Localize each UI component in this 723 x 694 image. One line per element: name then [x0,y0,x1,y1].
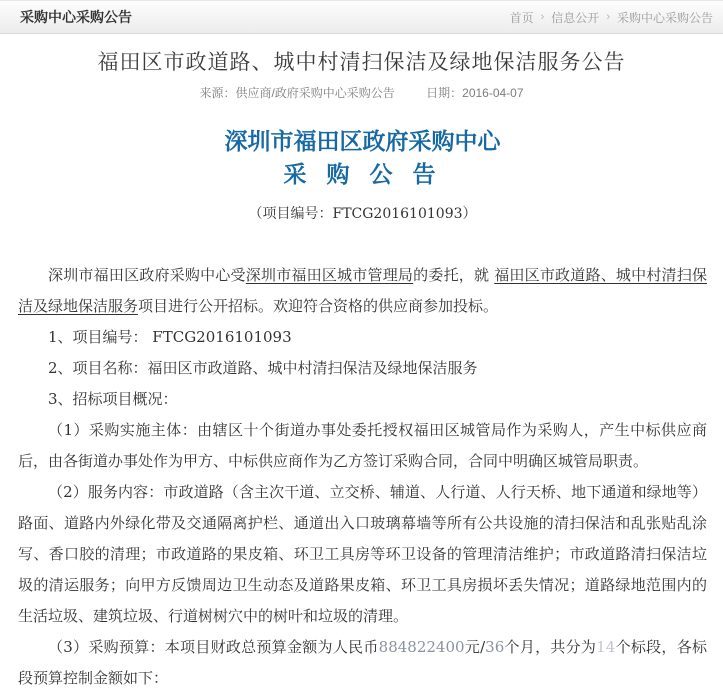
article-title: 福田区市政道路、城中村清扫保洁及绿地保洁服务公告 [97,50,626,74]
intro-mid: 的委托，就 [413,266,495,284]
page-header-bar [0,0,723,34]
article-meta [0,84,723,101]
intro-project-underlined: 福田区市政道路、城中村清扫保洁及绿地保洁服务 [18,266,707,315]
date-label: 日期：2016-04-07 [426,86,524,100]
intro-post: 项目进行公开招标。欢迎符合资格的供应商参加投标。 [138,297,499,315]
paragraph-budget [18,632,707,694]
item-project-name: 2、项目名称：福田区市政道路、城中村清扫保洁及绿地保洁服务 [48,359,478,377]
chevron-right-icon: › [540,11,545,23]
paragraph-service-content: （2）服务内容：市政道路（含主次干道、立交桥、辅道、人行道、人行天桥、地下通道和绿地等）路面、道路内外绿化带及交通隔离护栏、通道出入口玻璃幕墙等所有公共设施的清扫保洁和乱张贴乱涂写、香口胶的清理；市政道路的果皮箱、环卫工具房等环卫设备的管理清洁维护；市政道路清扫保洁垃圾的清运服务；向甲方反馈周边卫生动态及道路果皮箱、环卫工具房损坏丢失情况；道路绿地范围内的生活垃圾、建筑垃圾、行道树树穴中的树叶和垃圾的清理。 [18,483,707,625]
paragraph-intro [18,260,707,322]
project-number-line: （项目编号：FTCG2016101093） [248,206,477,222]
source-label: 来源：供应商/政府采购中心采购公告 [199,86,395,100]
breadcrumb-info-disclosure-link[interactable]: 信息公开 [551,10,600,25]
item-project-overview: 3、招标项目概况： [48,390,178,408]
budget-amount: 884822400 [378,638,465,656]
document-body [0,125,723,694]
intro-pre: 深圳市福田区政府采购中心受 [48,266,246,284]
intro-client-underlined: 深圳市福田区城市管理局 [245,266,414,284]
breadcrumb [510,9,713,26]
item-project-number: 1、项目编号： FTCG2016101093 [48,328,292,346]
budget-section-count: 14 [596,638,616,656]
budget-months: 36 [485,638,505,656]
breadcrumb-current: 采购中心采购公告 [616,10,713,25]
budget-seg3: 个标段，各标段预算控制金额如下： [18,638,707,687]
org-heading: 深圳市福田区政府采购中心 [224,128,501,155]
budget-seg1: 元/ [464,638,486,656]
budget-seg2: 个月，共分为 [504,638,597,656]
section-title: 采购中心采购公告 [20,9,132,25]
budget-pre: （3）采购预算：本项目财政总预算金额为人民币 [48,638,379,656]
paragraph-purchaser: （1）采购实施主体：由辖区十个街道办事处委托授权福田区城管局作为采购人，产生中标供应商后，由各街道办事处作为甲方、中标供应商作为乙方签订采购合同，合同中明确区城管局职责。 [18,421,707,470]
notice-heading: 采 购 公 告 [283,161,442,188]
chevron-right-icon: › [606,11,610,23]
breadcrumb-home-link[interactable]: 首页 [509,10,534,25]
